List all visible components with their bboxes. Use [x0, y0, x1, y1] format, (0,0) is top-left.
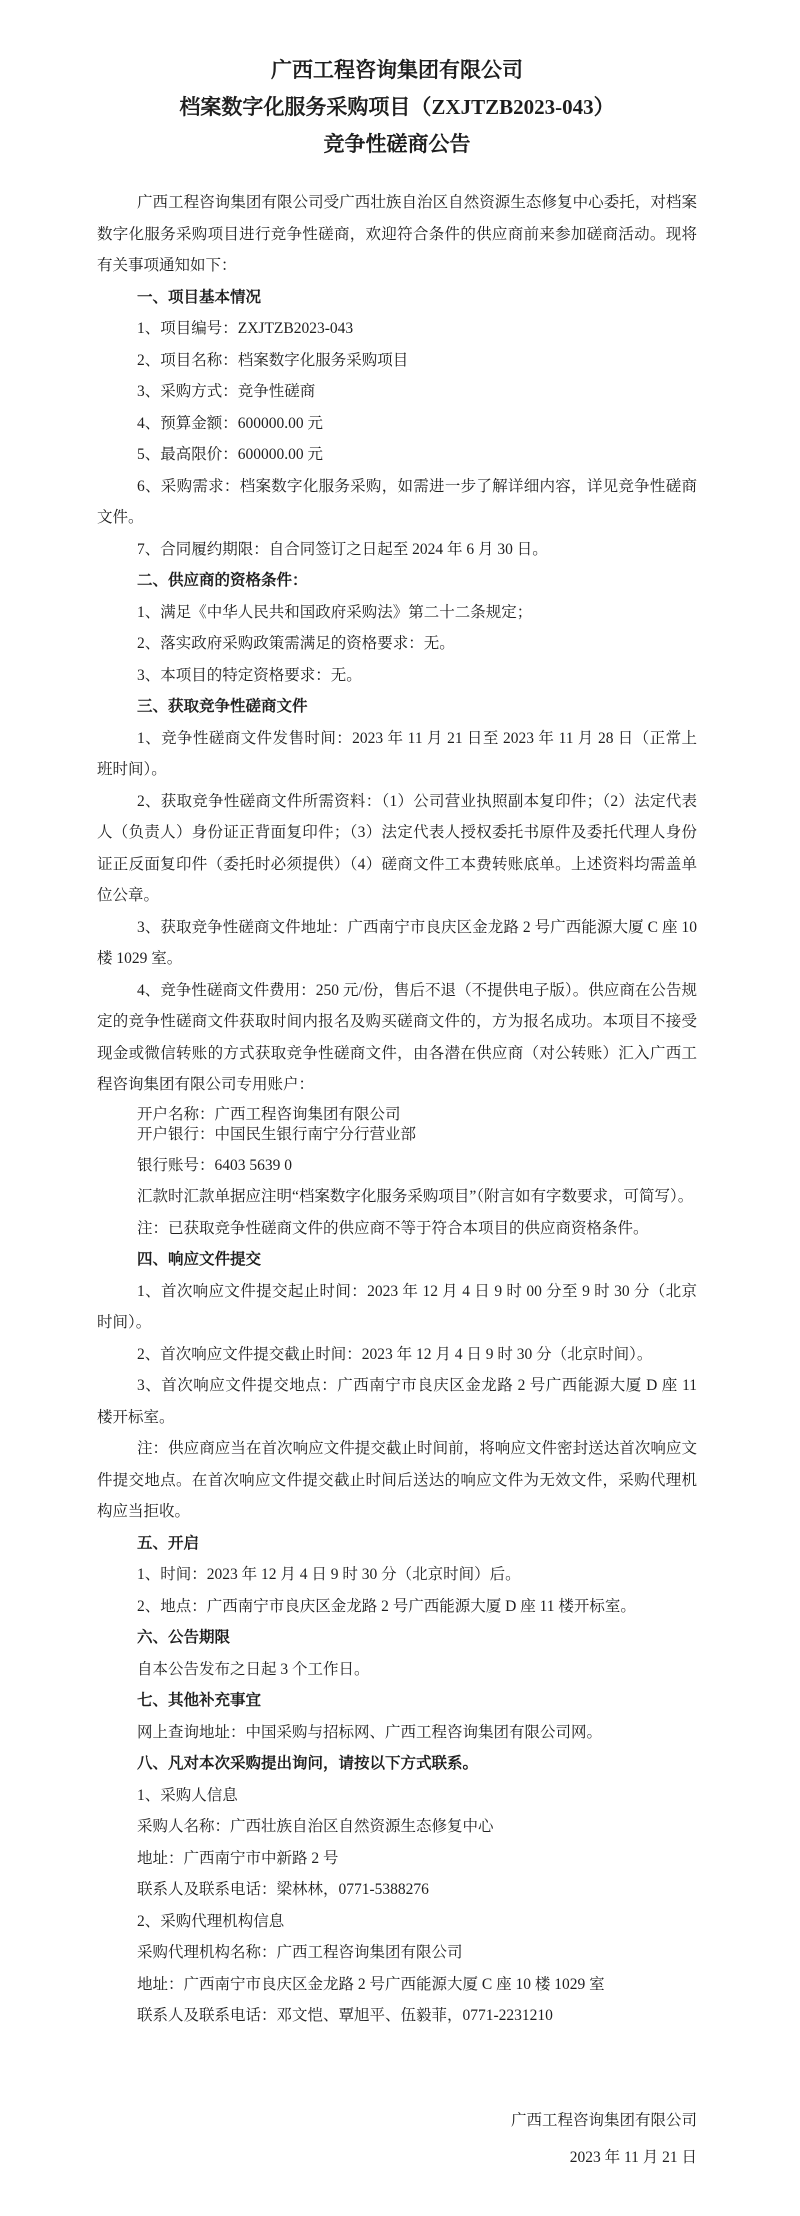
document-body: [97, 187, 697, 2032]
section-heading: 四、响应文件提交: [137, 1251, 262, 1268]
paragraph: 3、本项目的特定资格要求：无。: [137, 666, 362, 684]
paragraph: 开户银行：中国民生银行南宁分行营业部: [137, 1125, 417, 1143]
footer-date: 2023 年 11 月 21 日: [569, 2148, 697, 2166]
paragraph: 2、首次响应文件提交截止时间：2023 年 12 月 4 日 9 时 30 分（北京时间）。: [137, 1345, 653, 1363]
paragraph: 银行账号：6403 5639 0: [137, 1156, 293, 1174]
doc-title-organization: 广西工程咨询集团有限公司: [271, 58, 523, 82]
paragraph: 5、最高限价：600000.00 元: [137, 446, 324, 463]
paragraph: 采购人名称：广西壮族自治区自然资源生态修复中心: [137, 1818, 494, 1835]
paragraph: 4、竞争性磋商文件费用：250 元/份，售后不退（不提供电子版）。供应商在公告规定的竞争性磋商文件获取时间内报名及购买磋商文件的，方为报名成功。本项目不接受现金或微信转账的方式获取竞争性磋商文件，由各潜在供应商（对公转账）汇入广西工程咨询集团有限公司专用账户：: [97, 981, 697, 1093]
paragraph: 注：已获取竞争性磋商文件的供应商不等于符合本项目的供应商资格条件。: [137, 1219, 649, 1237]
section-heading: 七、其他补充事宜: [137, 1692, 262, 1709]
section-heading: 八、凡对本次采购提出询问，请按以下方式联系。: [137, 1755, 479, 1772]
document-header: [97, 52, 697, 163]
section-heading: 一、项目基本情况: [137, 288, 262, 306]
paragraph: 2、落实政府采购政策需满足的资格要求：无。: [137, 635, 455, 652]
paragraph: 2、采购代理机构信息: [137, 1912, 285, 1930]
paragraph: 注：供应商应当在首次响应文件提交截止时间前，将响应文件密封送达首次响应文件提交地点。在首次响应文件提交截止时间后送达的响应文件为无效文件，采购代理机构应当拒收。: [97, 1440, 697, 1520]
paragraph: 自本公告发布之日起 3 个工作日。: [137, 1660, 370, 1678]
paragraph: 3、采购方式：竞争性磋商: [137, 383, 316, 400]
paragraph: 2、项目名称：档案数字化服务采购项目: [137, 351, 409, 369]
doc-title-project: 档案数字化服务采购项目（ZXJTZB2023-043）: [179, 95, 615, 119]
paragraph: 1、时间：2023 年 12 月 4 日 9 时 30 分（北京时间）后。: [137, 1566, 521, 1583]
doc-title-announcement-type: 竞争性磋商公告: [323, 132, 471, 156]
paragraph: 2、地点：广西南宁市良庆区金龙路 2 号广西能源大厦 D 座 11 楼开标室。: [137, 1597, 636, 1615]
paragraph: 4、预算金额：600000.00 元: [137, 414, 324, 432]
paragraph: 网上查询地址：中国采购与招标网、广西工程咨询集团有限公司网。: [137, 1723, 603, 1741]
paragraph: 3、首次响应文件提交地点：广西南宁市良庆区金龙路 2 号广西能源大厦 D 座 11 楼开标室。: [97, 1377, 697, 1426]
paragraph: 1、首次响应文件提交起止时间：2023 年 12 月 4 日 9 时 00 分至 9 时 30 分（北京时间）。: [97, 1282, 697, 1331]
section-heading: 六、公告期限: [137, 1629, 231, 1646]
paragraph: 3、获取竞争性磋商文件地址：广西南宁市良庆区金龙路 2 号广西能源大厦 C 座 10 楼 1029 室。: [97, 918, 697, 967]
section-heading: 三、获取竞争性磋商文件: [137, 698, 308, 715]
paragraph: 开户名称：广西工程咨询集团有限公司: [137, 1105, 401, 1123]
paragraph: 1、竞争性磋商文件发售时间：2023 年 11 月 21 日至 2023 年 11 月 28 日（正常上班时间）。: [97, 729, 697, 778]
document-footer: [97, 2102, 697, 2176]
paragraph: 1、满足《中华人民共和国政府采购法》第二十二条规定；: [137, 603, 533, 621]
footer-organization: 广西工程咨询集团有限公司: [510, 2111, 697, 2129]
paragraph: 地址：广西南宁市良庆区金龙路 2 号广西能源大厦 C 座 10 楼 1029 室: [137, 1975, 605, 1993]
paragraph: 广西工程咨询集团有限公司受广西壮族自治区自然资源生态修复中心委托，对档案数字化服务采购项目进行竞争性磋商，欢迎符合条件的供应商前来参加磋商活动。现将有关事项通知如下：: [97, 194, 697, 274]
paragraph: 地址：广西南宁市中新路 2 号: [137, 1849, 339, 1867]
paragraph: 联系人及联系电话：邓文恺、覃旭平、伍毅菲，0771-2231210: [137, 2007, 553, 2024]
paragraph: 7、合同履约期限：自合同签订之日起至 2024 年 6 月 30 日。: [137, 540, 548, 558]
paragraph: 6、采购需求：档案数字化服务采购，如需进一步了解详细内容，详见竞争性磋商文件。: [97, 477, 697, 526]
paragraph: 1、项目编号：ZXJTZB2023-043: [137, 320, 354, 337]
paragraph: 1、采购人信息: [137, 1786, 238, 1804]
paragraph: 采购代理机构名称：广西工程咨询集团有限公司: [137, 1944, 463, 1961]
paragraph: 汇款时汇款单据应注明“档案数字化服务采购项目”（附言如有字数要求，可简写）。: [137, 1188, 694, 1205]
paragraph: 2、获取竞争性磋商文件所需资料：（1）公司营业执照副本复印件；（2）法定代表人（负责人）身份证正背面复印件；（3）法定代表人授权委托书原件及委托代理人身份证正反面复印件（委托时必须提供）（4）磋商文件工本费转账底单。上述资料均需盖单位公章。: [97, 792, 697, 904]
section-heading: 二、供应商的资格条件：: [137, 572, 308, 589]
section-heading: 五、开启: [137, 1534, 200, 1552]
paragraph: 联系人及联系电话：梁林林，0771-5388276: [137, 1881, 429, 1898]
